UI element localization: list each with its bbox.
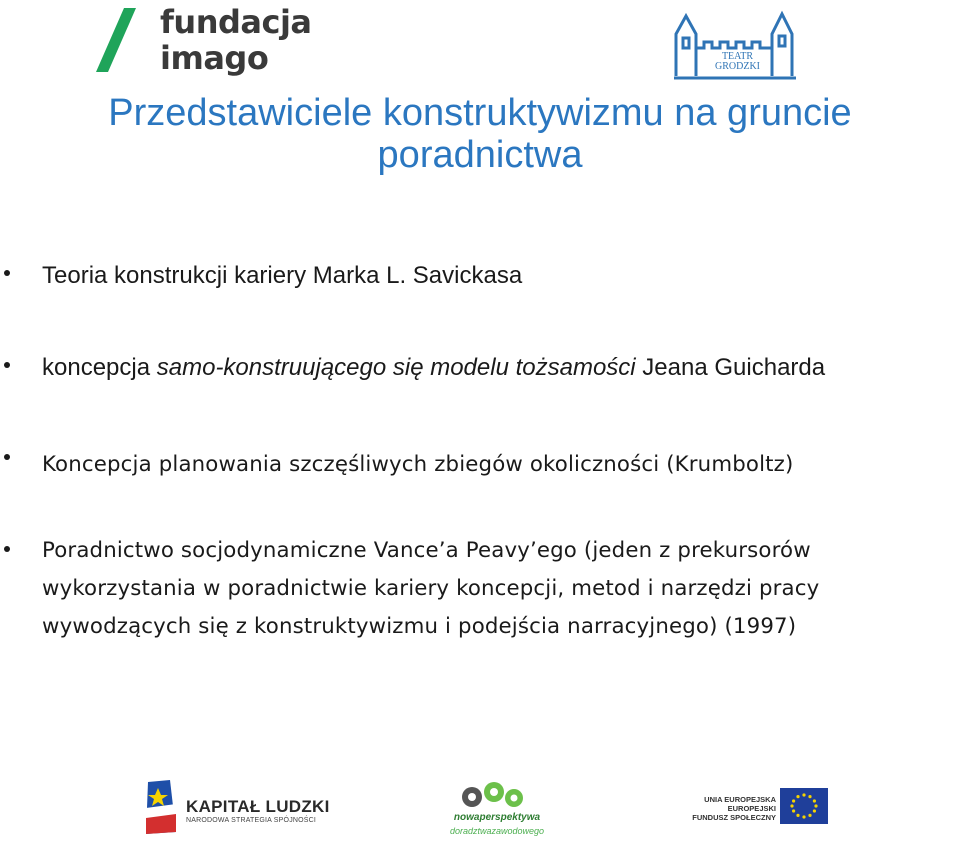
bullet-dot-icon — [4, 362, 10, 368]
bullet-text-suffix: Jeana Guicharda — [635, 354, 826, 381]
fundacja-imago-line1: fundacja — [160, 3, 312, 41]
bullet-dot-icon — [4, 546, 10, 552]
bullet-dot-icon — [4, 454, 10, 460]
kapital-ludzki-flag-icon — [140, 778, 180, 836]
bullet-text-prefix: koncepcja — [42, 354, 157, 381]
bullet-text: Teoria konstrukcji kariery Marka L. Savickasa — [42, 262, 523, 289]
fundacja-imago-slash-mark — [96, 8, 138, 74]
bullet-text: Poradnictwo socjodynamiczne Vance’a Peavy’ego (jeden z prekursorów wykorzystania w poradnictwie kariery koncepcji, metod i narzędzi pracy wywodzących się z konstruktywizmu i podejścia narracyjnego) (1997) — [42, 538, 820, 639]
eu-wordmark — [686, 795, 776, 822]
kapital-ludzki-title: KAPITAŁ LUDZKI — [186, 797, 330, 816]
slide-title-line1: Przedstawiciele konstruktywizmu na gruncie — [108, 92, 852, 134]
kapital-ludzki-subtitle: NARODOWA STRATEGIA SPÓJNOŚCI — [186, 817, 317, 824]
fundacja-imago-wordmark — [160, 3, 312, 77]
bullet-text — [42, 350, 956, 386]
teatr-grodzki-wordmark — [700, 52, 775, 72]
eu-flag-icon — [780, 788, 828, 824]
slide-title — [0, 92, 960, 176]
eu-line3: FUNDUSZ SPOŁECZNY — [692, 813, 776, 822]
slide-title-line2: poradnictwa — [377, 134, 583, 176]
fundacja-imago-line2: imago — [160, 39, 269, 77]
gears-icon — [458, 780, 528, 814]
kapital-ludzki-wordmark — [186, 798, 330, 825]
teatr-line: TEATR — [721, 51, 754, 62]
bullet-text-italic: samo-konstruującego się modelu tożsamości — [156, 354, 636, 381]
bullet-text: Koncepcja planowania szczęśliwych zbiegów okoliczności (Krumboltz) — [42, 452, 794, 477]
eu-line1: UNIA EUROPEJSKA — [704, 795, 776, 804]
grodzki-line: GRODZKI — [715, 61, 760, 72]
nowa-perspektywa-subtitle: doradztwazawodowego — [449, 826, 545, 836]
nowa-perspektywa-title: nowaperspektywa — [453, 812, 541, 823]
bullet-dot-icon — [4, 270, 10, 276]
eu-line2: EUROPEJSKI — [727, 804, 776, 813]
